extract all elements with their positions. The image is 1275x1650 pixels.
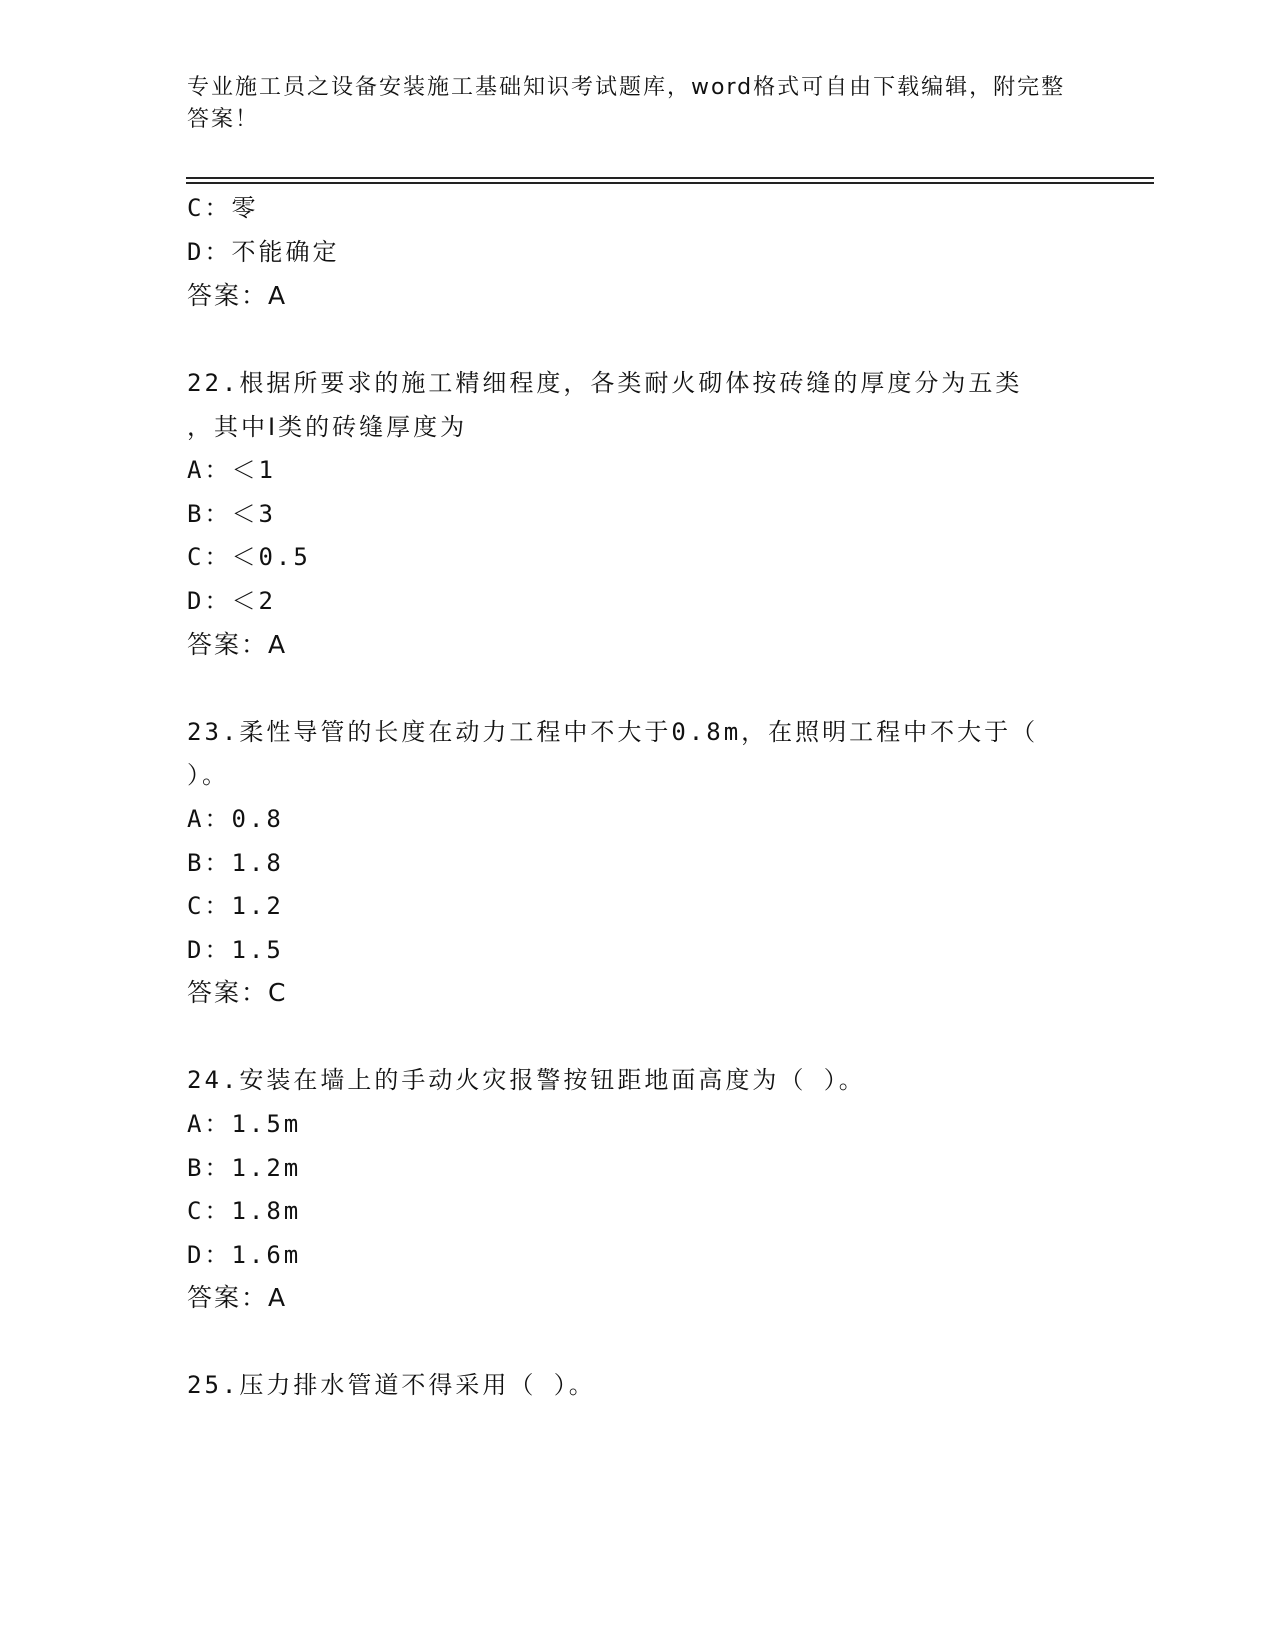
answer-line: 答案：A <box>187 281 288 310</box>
document-header: 专业施工员之设备安装施工基础知识考试题库，word格式可自由下载编辑，附完整答案！ <box>187 75 1066 132</box>
option-c: C：零 <box>187 194 259 222</box>
header-divider-top <box>186 177 1154 179</box>
question-23-option-c: C：1.2 <box>187 892 284 920</box>
question-23-option-a: A：0.8 <box>187 805 284 833</box>
question-23-text: 23.柔性导管的长度在动力工程中不大于0.8m，在照明工程中不大于（ <box>187 718 1039 746</box>
question-22-answer: 答案：A <box>187 630 288 659</box>
question-22-option-c: C：＜0.5 <box>187 543 311 571</box>
question-25-text: 25.压力排水管道不得采用（ ）。 <box>187 1371 596 1399</box>
question-22-text: 22.根据所要求的施工精细程度，各类耐火砌体按砖缝的厚度分为五类 <box>187 369 1023 397</box>
question-22-option-d: D：＜2 <box>187 587 276 615</box>
option-d: D：不能确定 <box>187 238 340 266</box>
question-24-text: 24.安装在墙上的手动火灾报警按钮距地面高度为（ ）。 <box>187 1066 866 1094</box>
question-24-option-d: D：1.6m <box>187 1241 302 1269</box>
question-23-answer: 答案：C <box>187 978 288 1007</box>
question-24-option-b: B：1.2m <box>187 1154 302 1182</box>
question-22-option-b: B：＜3 <box>187 500 276 528</box>
question-23-option-d: D：1.5 <box>187 936 284 964</box>
header-divider-bottom <box>186 182 1154 184</box>
question-22-text-continued: ，其中Ⅰ类的砖缝厚度为 <box>187 413 468 441</box>
question-24-option-a: A：1.5m <box>187 1110 302 1138</box>
question-23-text-continued: ）。 <box>187 761 229 789</box>
question-22-option-a: A：＜1 <box>187 456 276 484</box>
question-24-option-c: C：1.8m <box>187 1197 302 1225</box>
question-23-option-b: B：1.8 <box>187 849 284 877</box>
question-24-answer: 答案：A <box>187 1283 288 1312</box>
